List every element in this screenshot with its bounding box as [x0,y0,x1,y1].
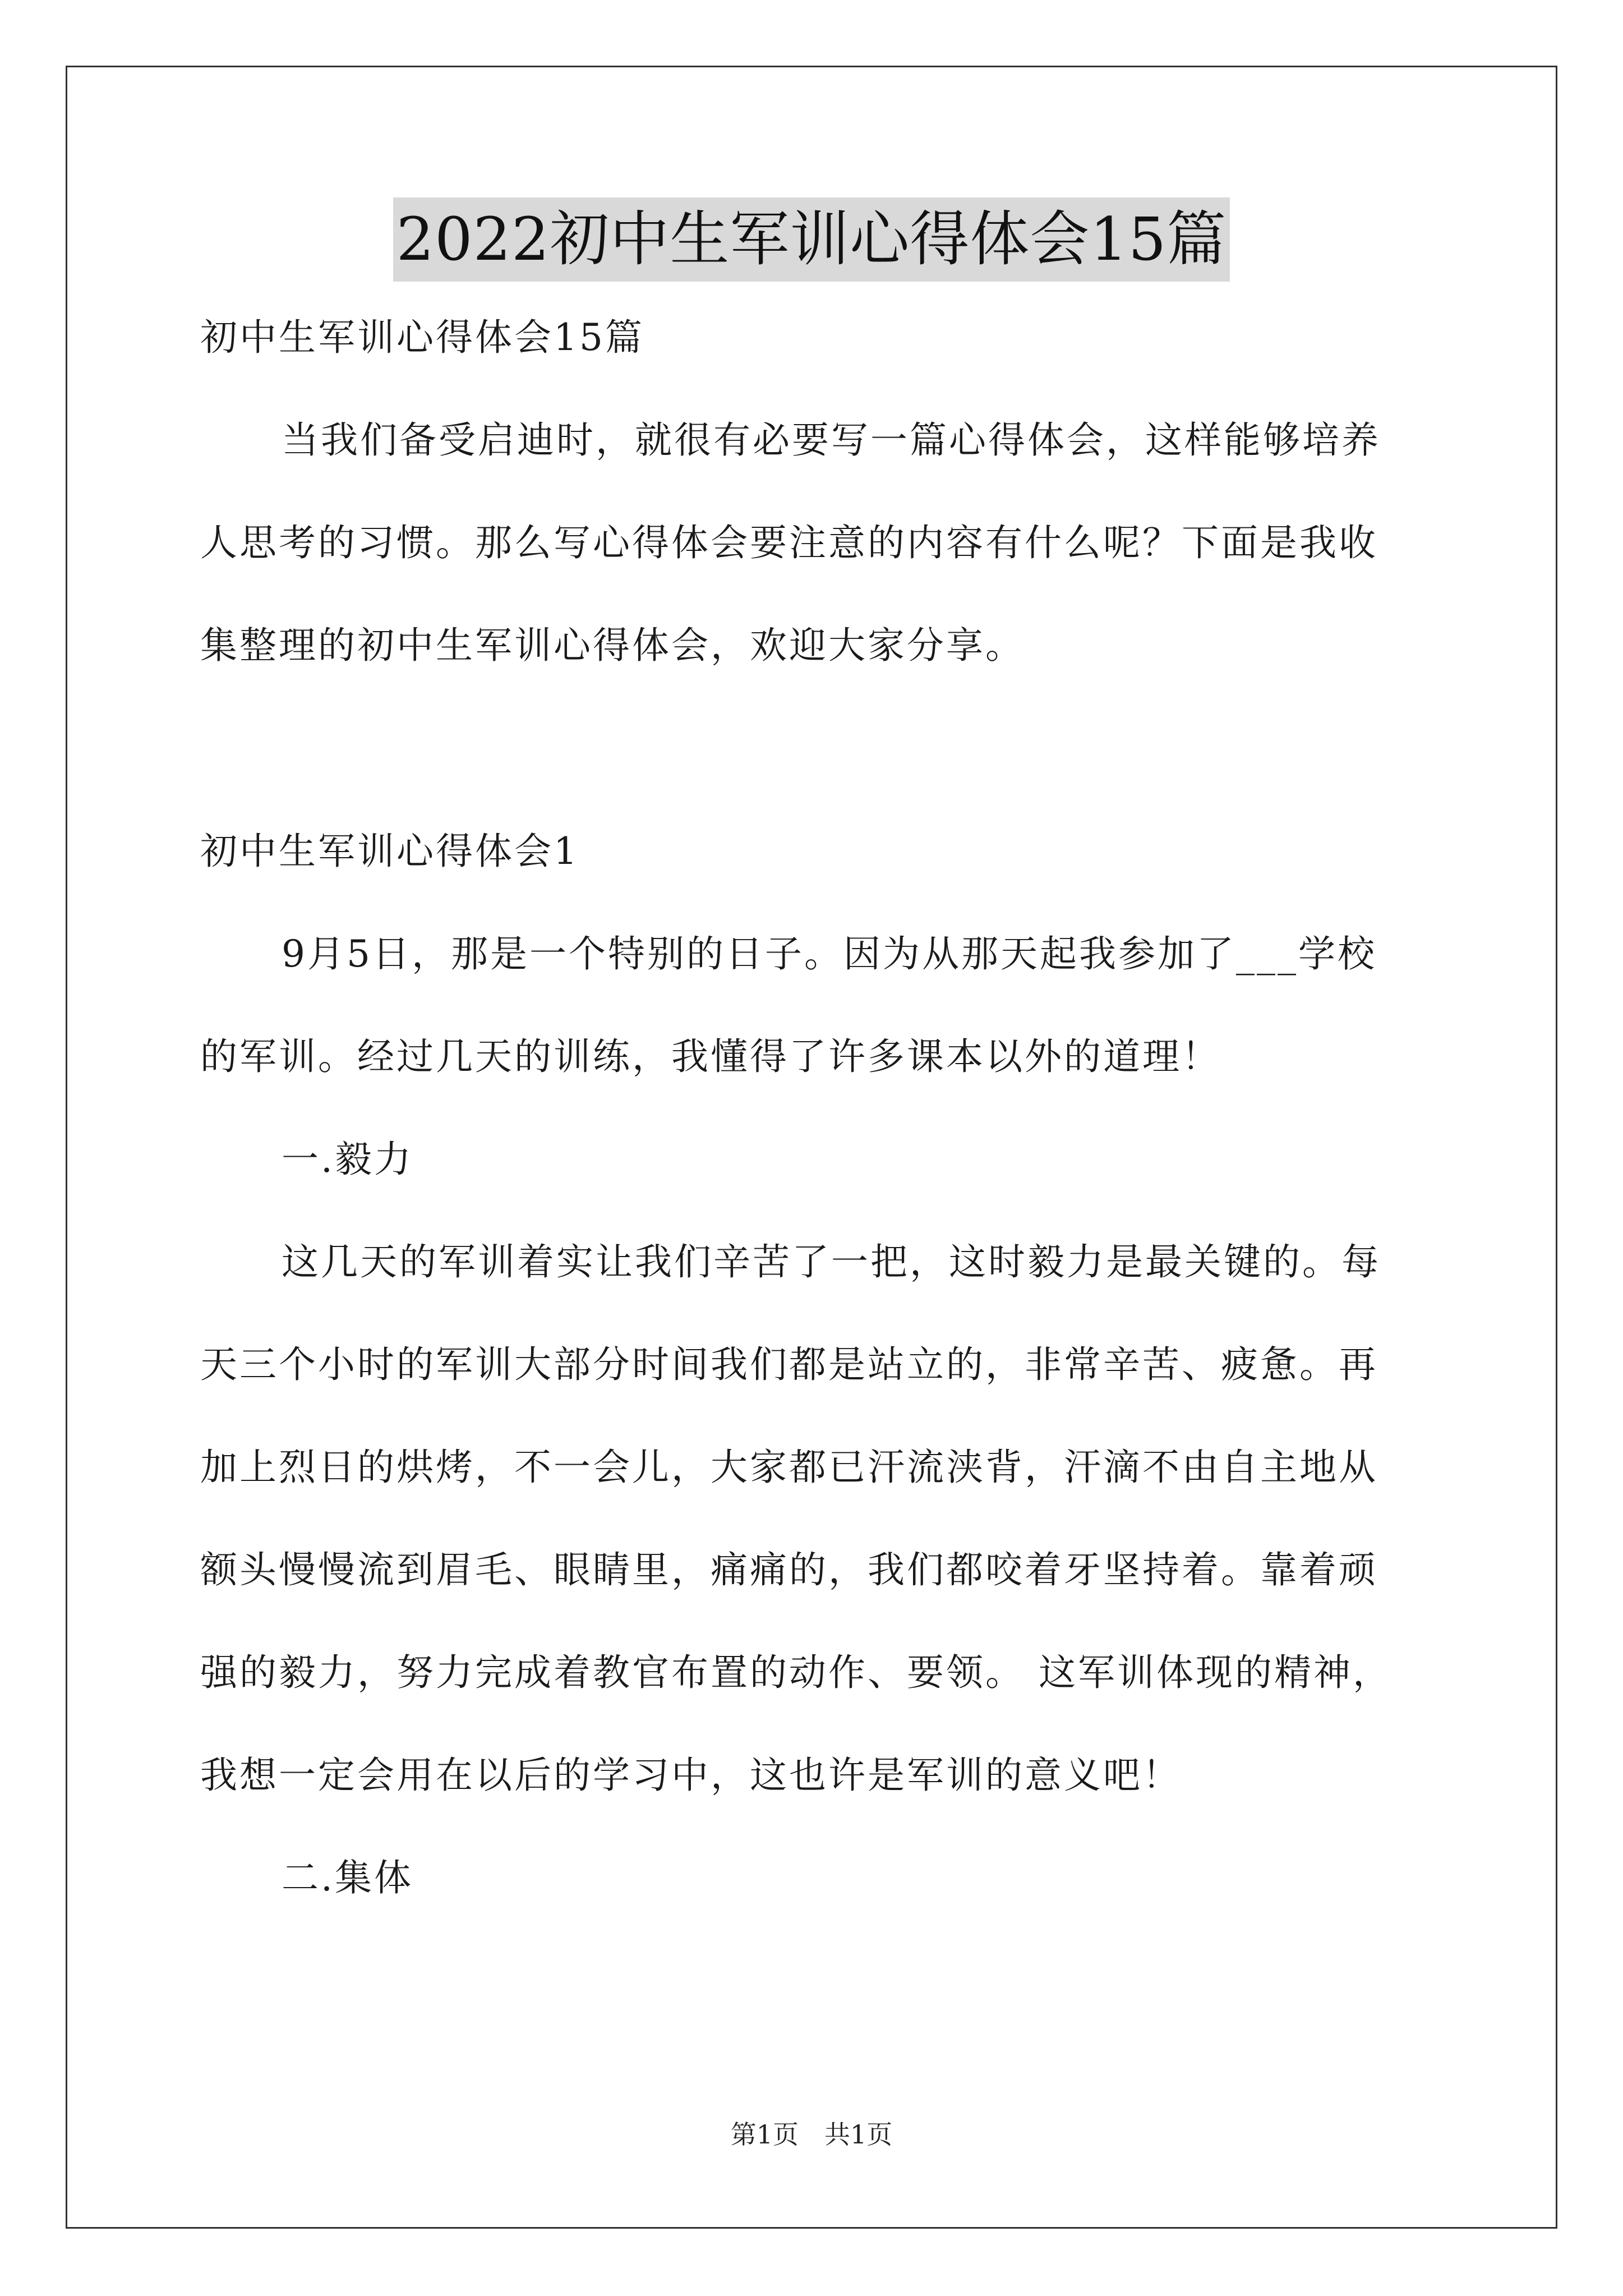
paragraph-line: 9月5日，那是一个特别的日子。因为从那天起我参加了___学校 [282,932,1377,976]
paragraph-line: 的军训。经过几天的训练，我懂得了许多课本以外的道理！ [200,1035,1221,1078]
paragraph-line: 这几天的军训着实让我们辛苦了一把，这时毅力是最关键的。每 [282,1240,1381,1283]
title-block [0,197,1623,282]
sub-heading: 一.毅力 [282,1138,413,1181]
page-footer: 第1页 共1页 [730,2119,893,2150]
subtitle-line: 初中生军训心得体会15篇 [200,316,644,359]
intro-paragraph-line: 集整理的初中生军训心得体会，欢迎大家分享。 [200,624,1025,667]
document-title: 2022初中生军训心得体会15篇 [393,197,1230,282]
document-body [200,303,1434,1906]
paragraph-line: 加上烈日的烘烤，不一会儿，大家都已汗流浃背，汗滴不由自主地从 [200,1446,1378,1489]
sub-heading: 二.集体 [282,1856,413,1899]
intro-paragraph-line: 当我们备受启迪时，就很有必要写一篇心得体会，这样能够培养 [282,418,1381,462]
paragraph-line: 我想一定会用在以后的学习中，这也许是军训的意义吧！ [200,1754,1182,1797]
paragraph-line: 强的毅力，努力完成着教官布置的动作、要领。 这军训体现的精神， [200,1651,1392,1694]
paragraph-line: 额头慢慢流到眉毛、眼睛里，痛痛的，我们都咬着牙坚持着。靠着顽 [200,1548,1378,1591]
paragraph-line: 天三个小时的军训大部分时间我们都是站立的，非常辛苦、疲惫。再 [200,1343,1378,1386]
section-heading: 初中生军训心得体会1 [200,830,579,873]
intro-paragraph-line: 人思考的习惯。那么写心得体会要注意的内容有什么呢？下面是我收 [200,521,1378,564]
